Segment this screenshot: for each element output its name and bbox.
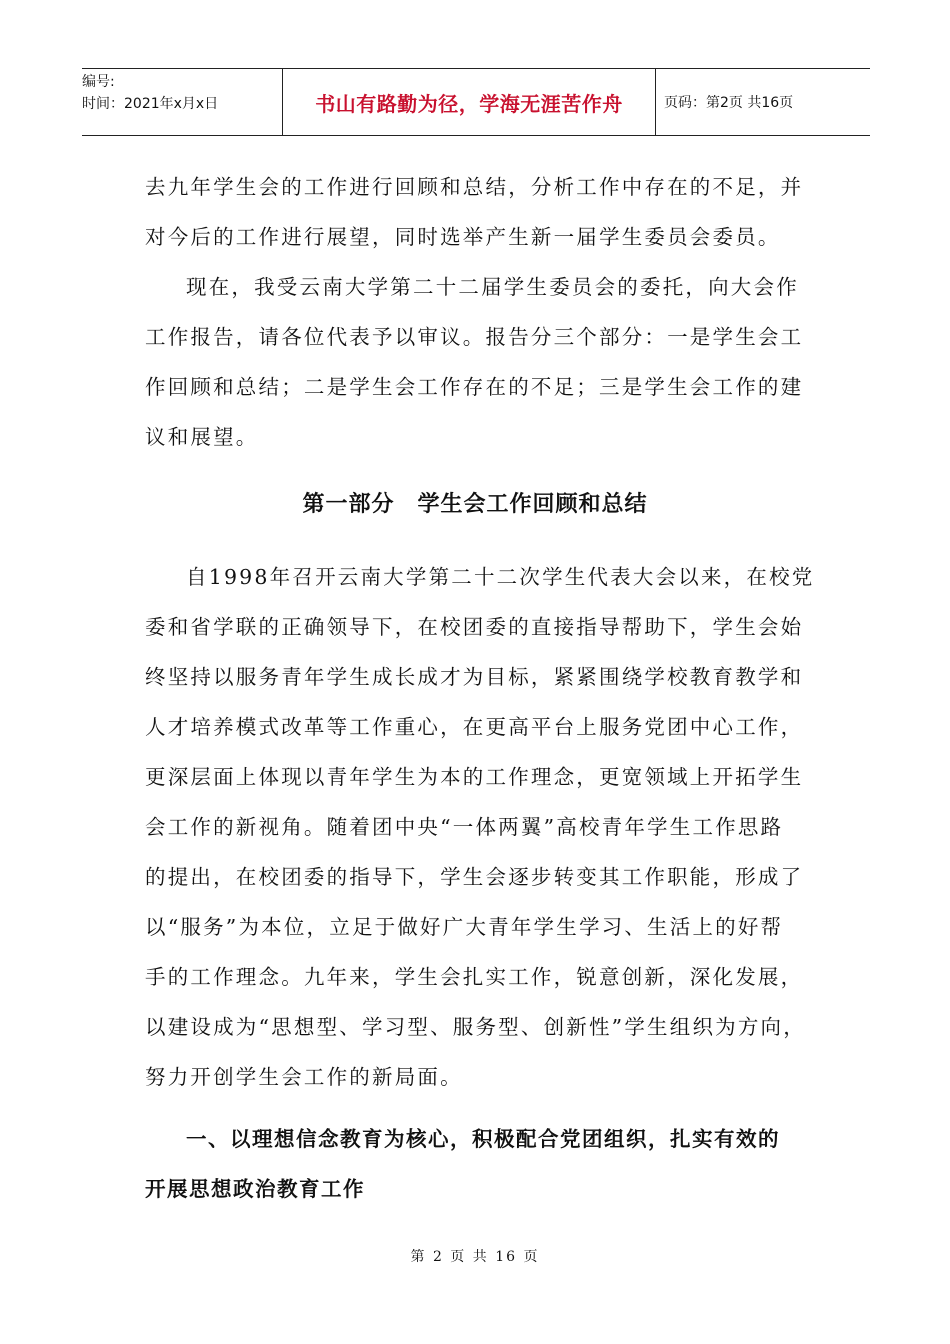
text-line: 以“服务”为本位，立足于做好广大青年学生学习、生活上的好帮 [145, 915, 784, 939]
text-line: 终坚持以服务青年学生成长成才为目标，紧紧围绕学校教育教学和 [145, 665, 804, 689]
text-line: 现在，我受云南大学第二十二届学生委员会的委托，向大会作 [186, 275, 799, 299]
text-line: 一、以理想信念教育为核心，积极配合党团组织，扎实有效的 [186, 1127, 780, 1151]
text-line: 委和省学联的正确领导下，在校团委的直接指导帮助下，学生会始 [145, 615, 804, 639]
text-line: 议和展望。 [145, 425, 259, 449]
text-line: 手的工作理念。九年来，学生会扎实工作，锐意创新，深化发展， [145, 965, 804, 989]
text-line: 对今后的工作进行展望，同时选举产生新一届学生委员会委员。 [145, 225, 781, 249]
number-label: 编号: [82, 74, 115, 90]
text-line: 自1998年召开云南大学第二十二次学生代表大会以来，在校党 [186, 565, 815, 589]
text-line: 更深层面上体现以青年学生为本的工作理念，更宽领域上开拓学生 [145, 765, 804, 789]
text-line: 去九年学生会的工作进行回顾和总结，分析工作中存在的不足，并 [145, 175, 804, 199]
paragraph-2 [145, 262, 805, 462]
time-label: 时间：2021年x月x日 [82, 96, 219, 112]
page-footer: 第 2 页 共 16 页 [410, 1249, 540, 1265]
document-body [145, 162, 815, 1214]
header-page-code: 页码：第2页 共16页 [664, 95, 794, 111]
text-line: 开展思想政治教育工作 [145, 1177, 365, 1201]
text-line: 工作报告，请各位代表予以审议。报告分三个部分：一是学生会工 [145, 325, 804, 349]
text-line: 会工作的新视角。随着团中央“一体两翼”高校青年学生工作思路 [145, 815, 784, 839]
text-line: 作回顾和总结；二是学生会工作存在的不足；三是学生会工作的建 [145, 375, 804, 399]
text-line: 努力开创学生会工作的新局面。 [145, 1065, 463, 1089]
page-header [82, 68, 870, 136]
text-line: 的提出，在校团委的指导下，学生会逐步转变其工作职能，形成了 [145, 865, 804, 889]
text-line: 人才培养模式改革等工作重心，在更高平台上服务党团中心工作， [145, 715, 804, 739]
header-meta [82, 69, 282, 135]
section-title: 第一部分 学生会工作回顾和总结 [302, 492, 648, 517]
paragraph-3 [145, 552, 815, 1102]
text-line: 以建设成为“思想型、学习型、服务型、创新性”学生组织为方向， [145, 1015, 806, 1039]
subsection-heading [145, 1114, 805, 1214]
paragraph-1 [145, 162, 805, 262]
header-motto: 书山有路勤为径，学海无涯苦作舟 [282, 69, 656, 135]
